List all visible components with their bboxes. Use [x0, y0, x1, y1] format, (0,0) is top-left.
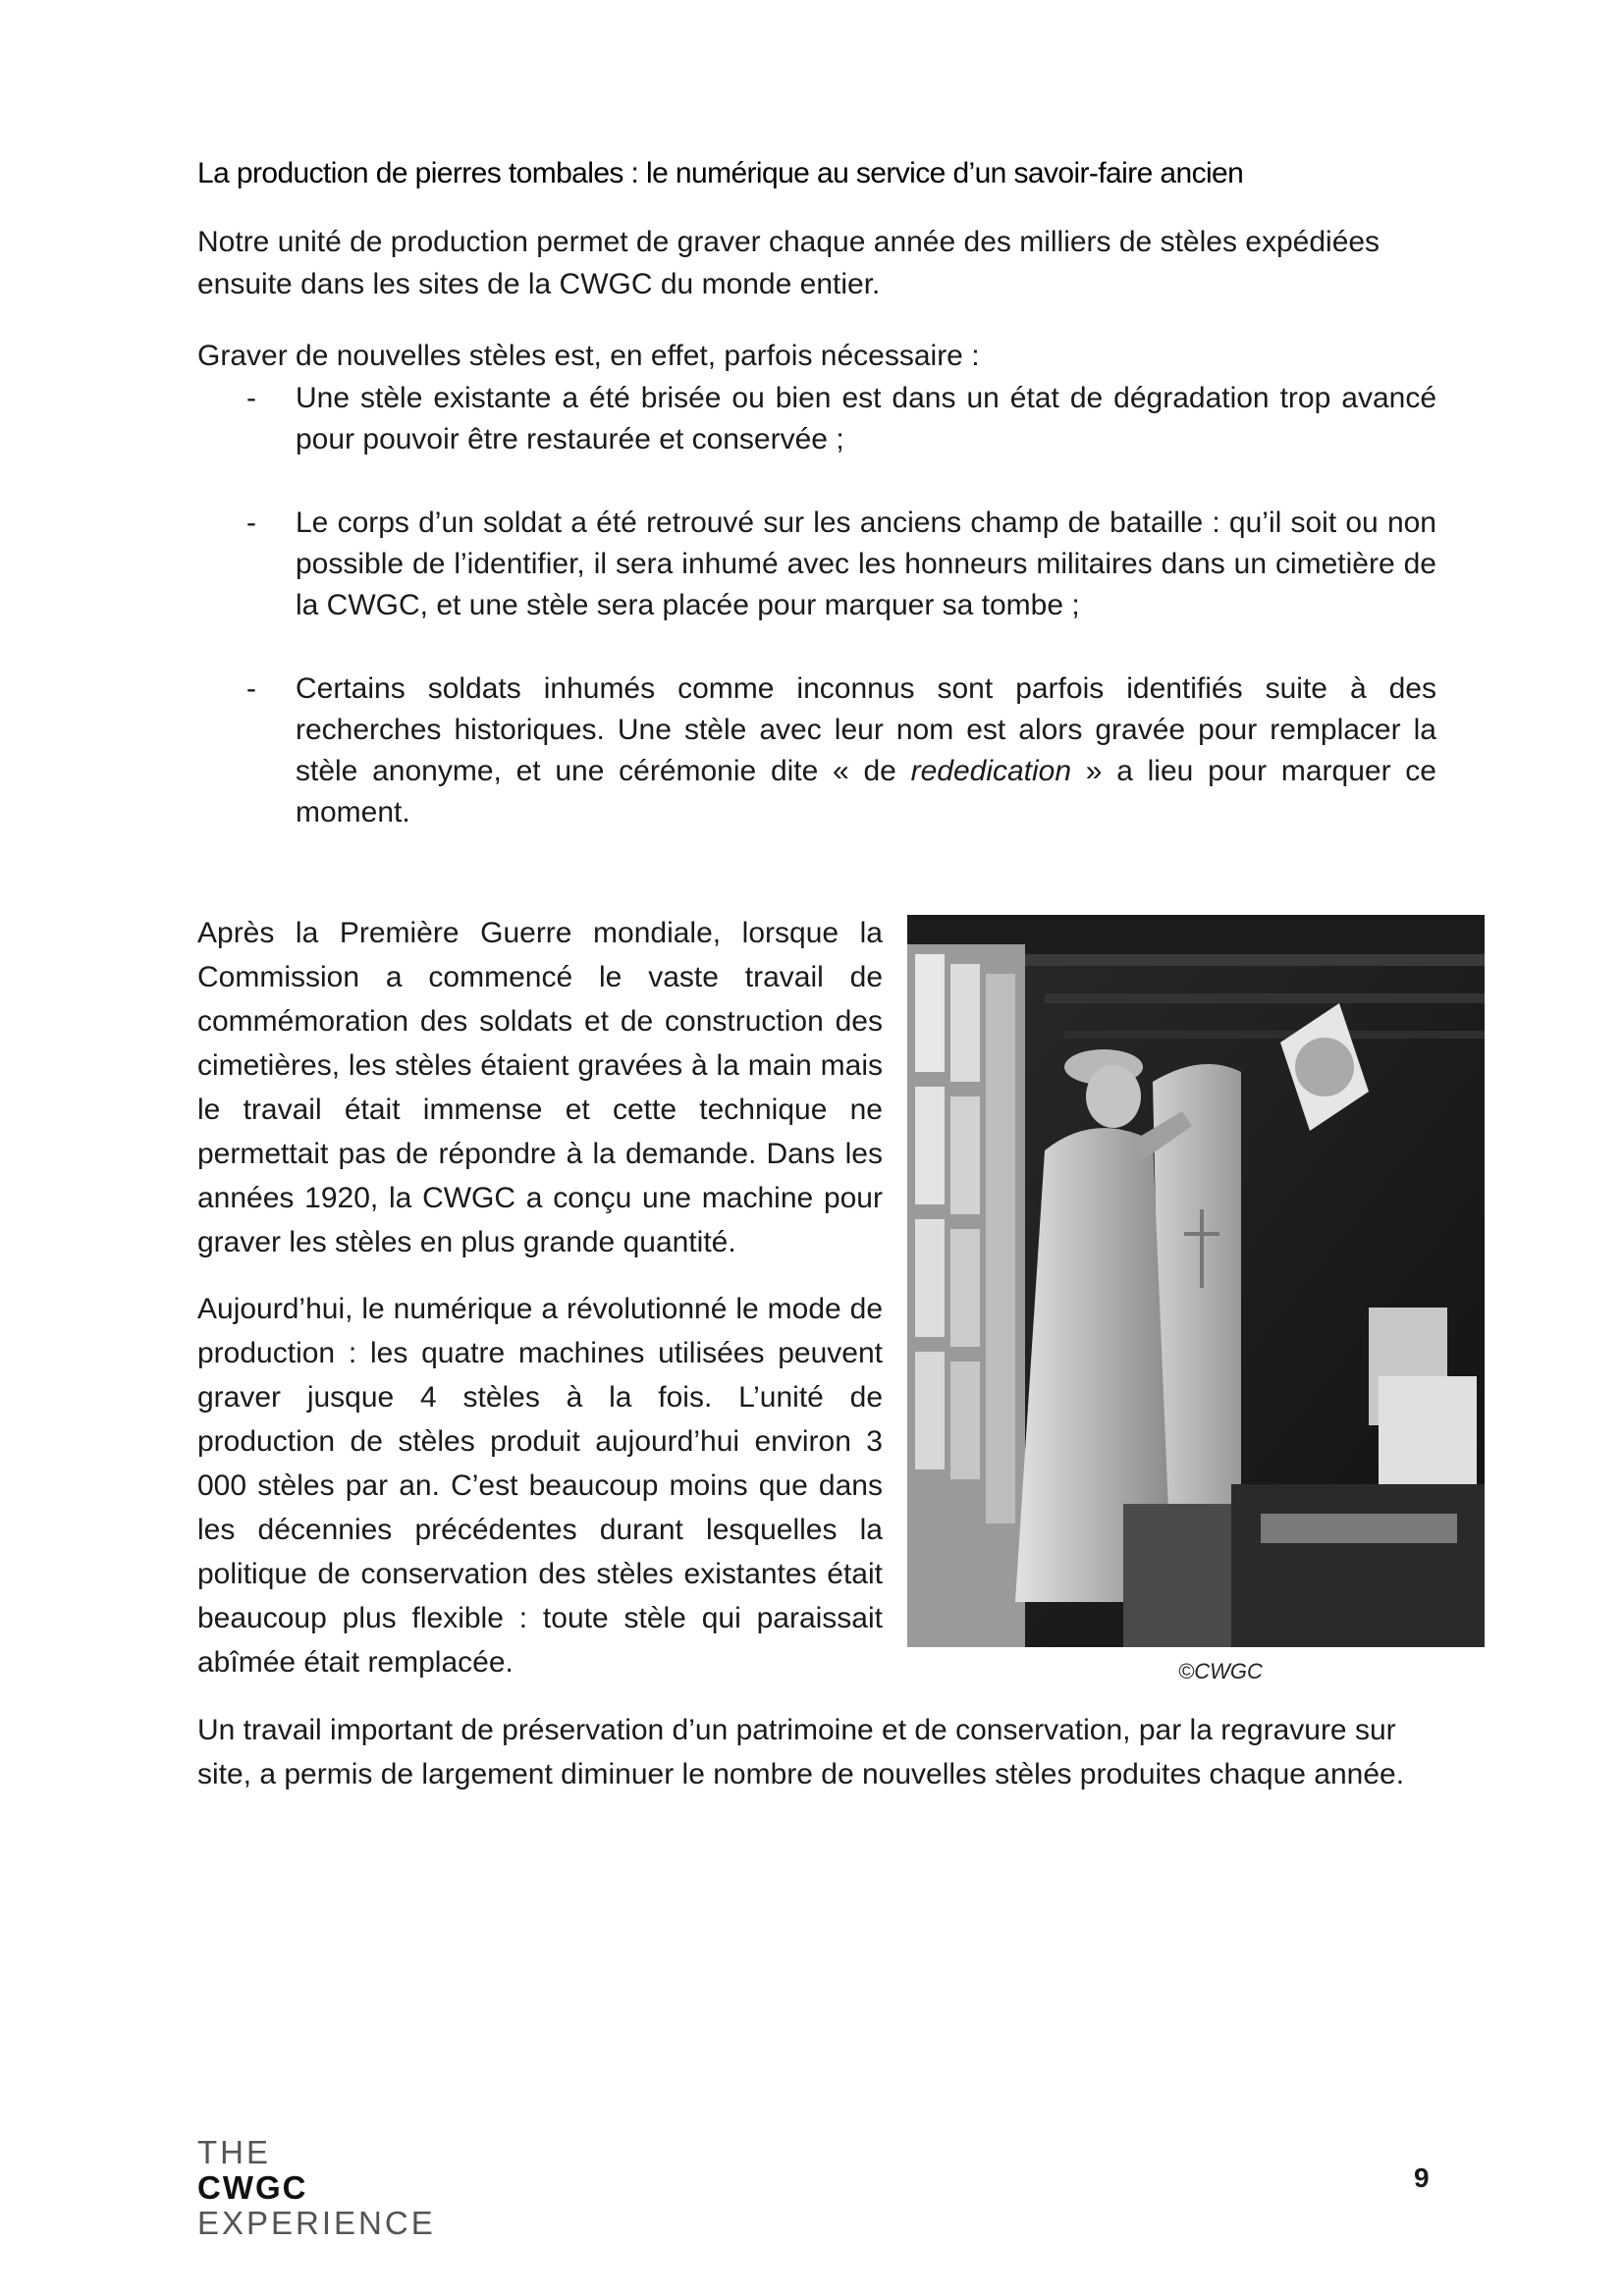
list-item-text-start: Certains soldats inhumés comme inconnus sont parfois identifiés suite à des recherches historiques. Une stèle avec leur nom est alors gravée pour remplacer la stèle anonyme, et une cérémonie dite « de [296, 672, 1436, 787]
reasons-list [197, 378, 1436, 876]
today-paragraph: Aujourd’hui, le numérique a révolutionné le mode de production : les quatre machines utilisées peuvent graver jusque 4 stèles à la fois. L’unité de production de stèles produit aujourd’hui environ 3 000 stèles par an. C’est beaucoup moins que dans les décennies précédentes durant lesquelles la politique de conservation des stèles existantes était beaucoup plus flexible : toute stèle qui paraissait abîmée était remplacée. [197, 1293, 883, 1679]
list-item [197, 668, 1436, 833]
intro-paragraph: Notre unité de production permet de graver chaque année des milliers de stèles expédiées ensuite dans les sites de la CWGC du monde entier. [197, 226, 1380, 300]
logo-line-experience: EXPERIENCE [197, 2205, 436, 2241]
list-item-text: Le corps d’un soldat a été retrouvé sur les anciens champ de bataille : qu’il soit ou non possible de l’identifier, il sera inhumé avec les honneurs militaires dans un cimetière de la CWGC, et une stèle sera placée pour marquer sa tombe ; [296, 507, 1436, 621]
conclusion-paragraph: Un travail important de préservation d’un patrimoine et de conservation, par la regravure sur site, a permis de largement diminuer le nombre de nouvelles stèles produites chaque année. [197, 1714, 1405, 1790]
stonemason-photo [907, 915, 1485, 1647]
cwgc-experience-logo [197, 2135, 436, 2241]
logo-line-cwgc: CWGC [197, 2169, 308, 2206]
history-paragraph: Après la Première Guerre mondiale, lorsque la Commission a commencé le vaste travail de commémoration des soldats et de construction des cimetières, les stèles étaient gravées à la main mais le travail était immense et cette technique ne permettait pas de répondre à la demande. Dans les années 1920, la CWGC a conçu une machine pour graver les stèles en plus grande quantité. [197, 917, 883, 1258]
bullet-dash: - [246, 507, 256, 539]
list-item-text-end: » a lieu pour marquer ce moment. [296, 755, 1436, 828]
bullet-dash: - [246, 672, 256, 705]
logo-line-the: THE [197, 2134, 271, 2170]
photo-credit: ©CWGC [1178, 1659, 1263, 1683]
list-item [197, 378, 1436, 460]
bullet-dash: - [246, 382, 256, 414]
list-intro: Graver de nouvelles stèles est, en effet, parfois nécessaire : [197, 340, 980, 372]
list-item-text [296, 672, 1436, 828]
section-heading: La production de pierres tombales : le numérique au service d’un savoir-faire ancien [197, 157, 1244, 189]
list-item [197, 503, 1436, 626]
list-item-text: Une stèle existante a été brisée ou bien est dans un état de dégradation trop avancé pour pouvoir être restaurée et conservée ; [296, 382, 1436, 455]
emphasized-term: rededication [910, 755, 1072, 787]
page-number: 9 [1414, 2163, 1430, 2193]
